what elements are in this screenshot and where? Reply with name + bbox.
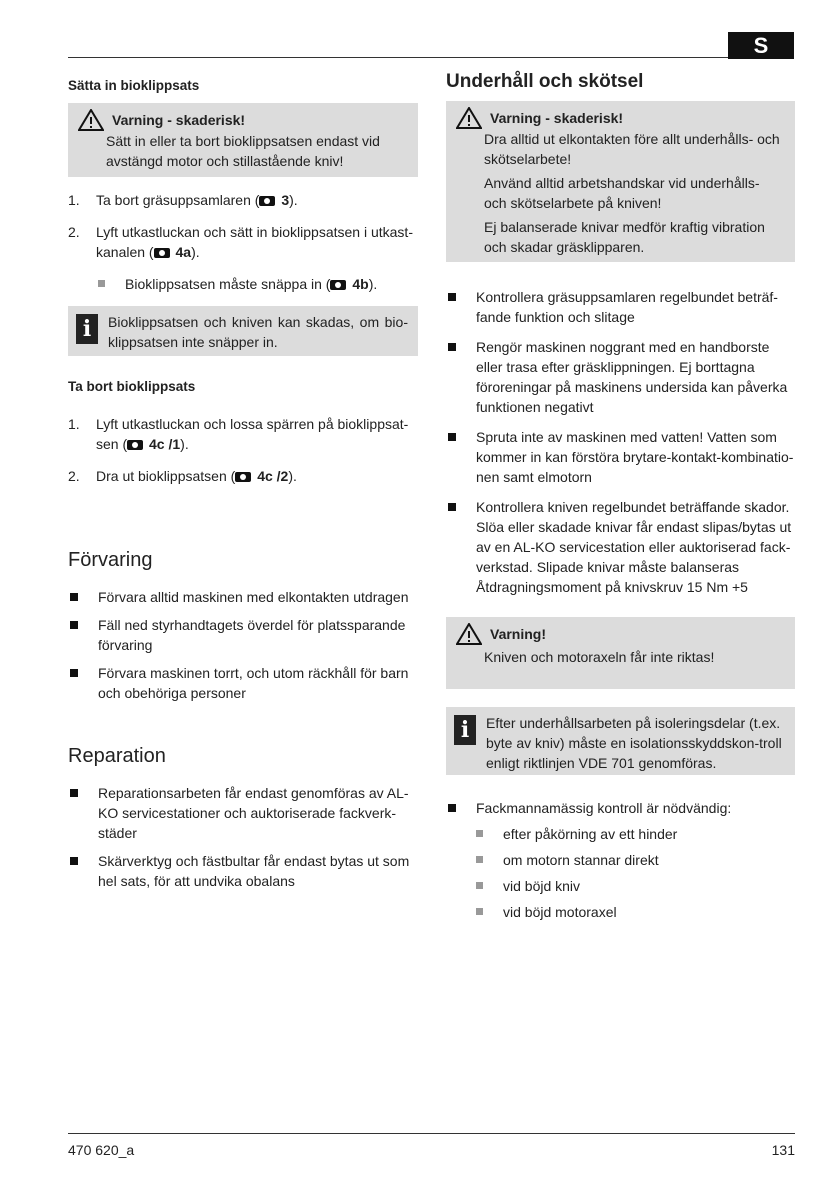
warning-line: Ej balanserade knivar medför kraftig vibration och skadar gräsklipparen.	[484, 219, 765, 255]
warning-icon	[456, 623, 482, 645]
list-item: Fäll ned styrhandtagets överdel för platssparande förvaring	[68, 615, 418, 655]
sub-list-item: vid böjd kniv	[474, 876, 795, 896]
info-box-insert	[68, 306, 418, 356]
bullet-icon	[476, 830, 483, 837]
maintenance-heading: Underhåll och skötsel	[446, 71, 644, 92]
bullet-icon	[448, 293, 456, 301]
warning-box-maintenance	[446, 101, 795, 262]
warning-line: Dra alltid ut elkontakten före allt underhålls- och skötselarbete!	[484, 131, 780, 167]
bullet-icon	[70, 669, 78, 677]
camera-icon	[259, 196, 275, 206]
bullet-icon	[476, 856, 483, 863]
list-item: Förvara alltid maskinen med elkontakten utdragen	[68, 587, 418, 607]
remove-heading: Ta bort bioklippsats	[68, 379, 196, 394]
warning-line: Använd alltid arbetshandskar vid underhålls- och skötselarbete på kniven!	[484, 175, 760, 211]
info-box-maintenance	[446, 707, 795, 775]
bullet-icon	[70, 593, 78, 601]
bullet-icon	[448, 804, 456, 812]
camera-icon	[235, 472, 251, 482]
info-text: Efter underhållsarbeten på isoleringsdelar (t.ex. byte av kniv) måste en isolationsskyddskon-troll enligt riktlinjen VDE 701 genomföras.	[486, 715, 782, 771]
bullet-icon	[70, 857, 78, 865]
warning-text: Sätt in eller ta bort bioklippsatsen endast vid avstängd motor och stillastående kniv!	[106, 133, 380, 169]
list-item: Spruta inte av maskinen med vatten! Vatten som kommer in kan förstöra brytare-kontakt-kombinatio-nen samt elmotorn	[446, 427, 795, 487]
warning-text: Kniven och motoraxeln får inte riktas!	[484, 649, 715, 665]
sub-list-item: om motorn stannar direkt	[474, 850, 795, 870]
sub-list-item: efter påkörning av ett hinder	[474, 824, 795, 844]
bullet-icon	[476, 908, 483, 915]
bullet-icon	[98, 280, 105, 287]
language-tab: S	[728, 32, 794, 59]
maintenance-list	[446, 287, 795, 597]
warning-icon	[78, 109, 104, 131]
warning-title: Varning - skaderisk!	[490, 110, 624, 126]
bullet-icon	[70, 621, 78, 629]
insert-heading: Sätta in bioklippsats	[68, 78, 200, 93]
insert-steps	[68, 190, 418, 294]
warning-title: Varning!	[490, 626, 547, 642]
list-item: Skärverktyg och fästbultar får endast bytas ut som hel sats, för att undvika obalans	[68, 851, 418, 891]
warning-box-knife	[446, 617, 795, 689]
sub-list-item: Bioklippsatsen måste snäppa in ( 4b).	[68, 274, 418, 294]
list-item: Fackmannamässig kontroll är nödvändig:	[446, 798, 795, 818]
bullet-icon	[70, 789, 78, 797]
storage-heading: Förvaring	[68, 549, 153, 571]
storage-list	[68, 587, 418, 703]
header-rule	[68, 57, 728, 58]
repair-list	[68, 783, 418, 891]
sub-list-item: vid böjd motoraxel	[474, 902, 795, 922]
list-item: 1. Ta bort gräsuppsamlaren ( 3).	[68, 192, 298, 208]
camera-icon	[127, 440, 143, 450]
list-item: Reparationsarbeten får endast genomföras av AL-KO servicestationer och auktoriserade fackverk-städer	[68, 783, 418, 843]
list-item: Kontrollera kniven regelbundet beträffande skador. Slöa eller skadade knivar får endast slipas/bytas ut av en AL-KO servicestation eller auktoriserad fack-verkstad. Slipade knivar måste balanseras Åtdragningsmoment på knivskruv 15 Nm +5	[446, 497, 795, 597]
bullet-icon	[448, 503, 456, 511]
info-icon: i	[76, 314, 98, 344]
info-text: Bioklippsatsen och kniven kan skadas, om bio-klippsatsen inte snäpper in.	[108, 314, 408, 350]
warning-box-insert	[68, 103, 418, 177]
info-icon: i	[454, 715, 476, 745]
document-number: 470 620_a	[68, 1142, 135, 1158]
remove-steps	[68, 414, 418, 486]
camera-icon	[154, 248, 170, 258]
warning-icon	[456, 107, 482, 129]
list-item: 2. Dra ut bioklippsatsen ( 4c /2).	[68, 468, 297, 484]
list-item: Rengör maskinen noggrant med en handborste eller trasa efter gräsklippningen. Ej borttagna föroreningar på maskinens undersida kan påverka funktionen negativt	[446, 337, 795, 417]
list-item: 1. Lyft utkastluckan och lossa spärren på bioklippsat-sen ( 4c /1).	[68, 416, 409, 452]
check-list	[446, 798, 795, 922]
bullet-icon	[476, 882, 483, 889]
list-item: Kontrollera gräsuppsamlaren regelbundet beträf-fande funktion och slitage	[446, 287, 795, 327]
list-item: 2. Lyft utkastluckan och sätt in bioklippsatsen i utkast-kanalen ( 4a).	[68, 224, 413, 260]
warning-title: Varning - skaderisk!	[112, 112, 246, 128]
bullet-icon	[448, 343, 456, 351]
bullet-icon	[448, 433, 456, 441]
page-number: 131	[771, 1142, 795, 1158]
footer-rule	[68, 1133, 795, 1134]
repair-heading: Reparation	[68, 745, 166, 767]
camera-icon	[330, 280, 346, 290]
list-item: Förvara maskinen torrt, och utom räckhåll för barn och obehöriga personer	[68, 663, 418, 703]
